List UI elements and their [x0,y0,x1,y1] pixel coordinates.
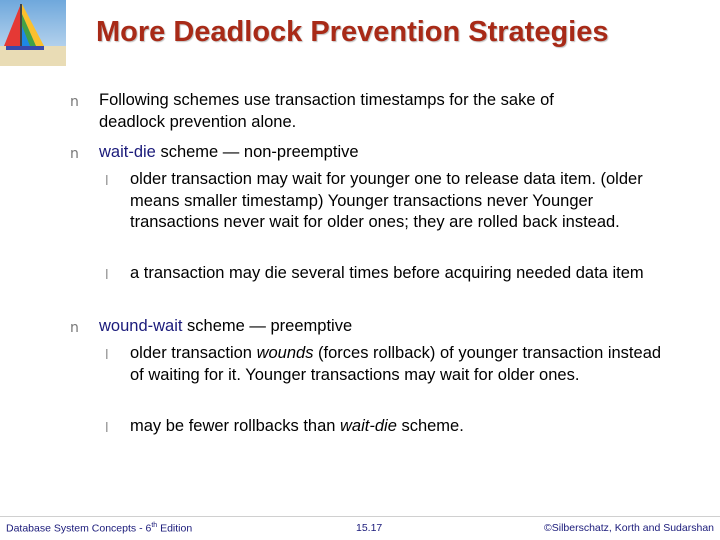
footer-left-text: Edition [157,522,193,535]
bullet-3-sub-1 [130,343,670,386]
wound-wait-term: wound-wait [99,317,183,335]
sub-bullet-marker: l [105,174,109,189]
footer-right: ©Silberschatz, Korth and Sudarshan [544,522,714,534]
text-part: may be fewer rollbacks than [130,417,341,435]
bullet-1-text: Following schemes use transaction timestamps for the sake of deadlock prevention alone. [99,91,554,131]
wait-die-term: wait-die [99,143,156,161]
bullet-3-text [99,316,659,338]
bullet-marker: n [70,94,79,110]
bullet-2-sub-1: older transaction may wait for younger one to release data item. (older means smaller timestamp) Younger transactions never Younger transactions never wait for older ones; they are rolled back instead. [130,170,643,231]
text-part: scheme. [396,417,464,435]
bullet-2-rest: scheme — non-preemptive [155,143,359,161]
sub-bullet-marker: l [105,421,109,436]
footer-left [6,522,192,535]
sub-bullet-marker: l [105,348,109,363]
bullet-2-text [99,142,659,164]
bullet-marker: n [70,146,79,162]
wounds-emphasis: wounds [256,344,314,362]
bullet-marker: n [70,320,79,336]
wait-die-emphasis: wait-die [340,417,397,435]
sub-bullet-marker: l [105,268,109,283]
footer-left-text: Database System Concepts - 6 [6,522,152,535]
footer-divider [0,516,720,517]
text-part: older transaction [130,344,257,362]
sailboat-logo [0,0,66,66]
bullet-3-sub-2 [130,416,670,438]
text-part: (forces rollback) of younger transaction instead of waiting for it. Younger transactions may wait for older ones. [130,344,662,384]
footer-superscript: th [151,522,158,529]
bullet-2-sub-2: a transaction may die several times before acquiring needed data item [130,264,644,282]
bullet-3-rest: scheme — preemptive [182,317,353,335]
footer-page-number: 15.17 [356,522,383,534]
slide-title: More Deadlock Prevention Strategies [96,16,609,48]
